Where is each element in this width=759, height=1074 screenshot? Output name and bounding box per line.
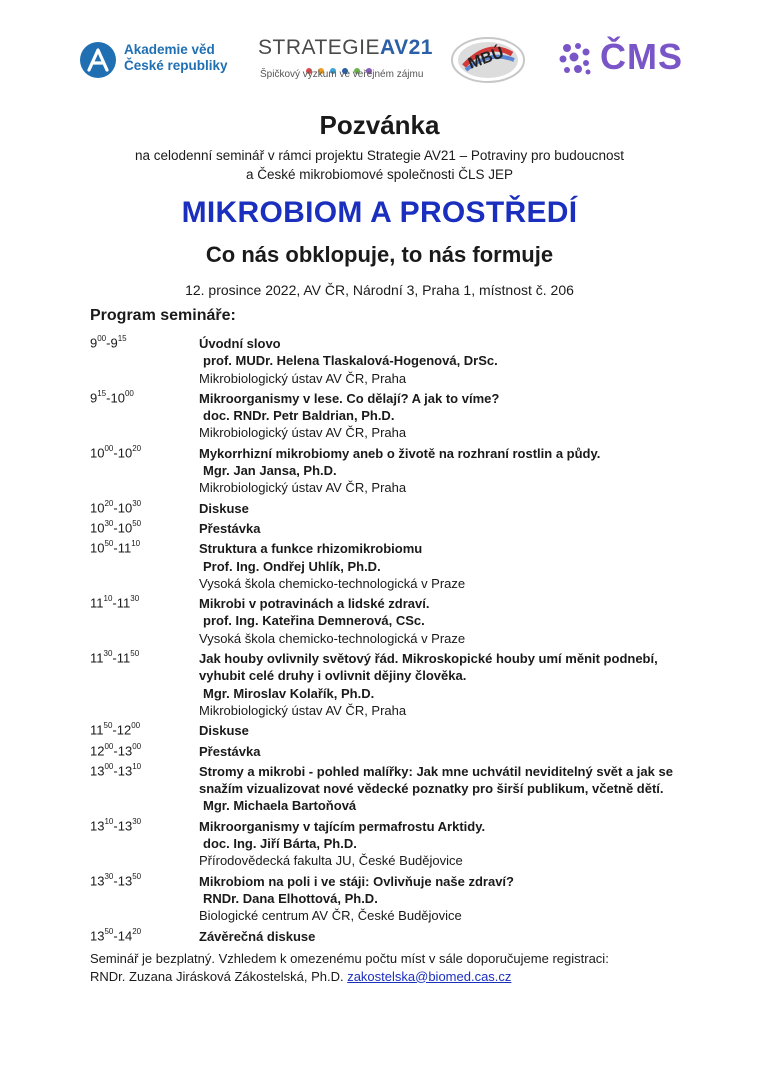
time-end-hour: 10 — [117, 445, 133, 461]
time-start-minute: 30 — [104, 518, 114, 528]
time-start-hour: 11 — [90, 650, 104, 666]
time-end-minute: 00 — [124, 388, 134, 398]
page-title: Pozvánka — [319, 110, 440, 140]
program-schedule — [90, 335, 690, 945]
akademie-ved-logo — [80, 38, 230, 82]
strategie-tagline: Špičkový výzkum ve veřejném zájmu — [260, 69, 424, 80]
schedule-line — [199, 335, 690, 352]
registration-note: Seminář je bezplatný. Vzhledem k omezenému počtu míst v sále doporučujeme registraci: — [90, 951, 609, 966]
time-end-minute: 50 — [132, 518, 142, 528]
schedule-row — [90, 873, 690, 925]
schedule-line — [199, 763, 690, 780]
schedule-row — [90, 390, 690, 442]
schedule-time: $10^{20}-10^{30}$ — [90, 498, 142, 515]
schedule-time: $10^{30}-10^{50}$ — [90, 518, 142, 536]
time-start-hour: 13 — [90, 927, 105, 943]
mbu-logo — [450, 36, 526, 84]
speaker-affiliation: Vysoká škola chemicko-technologická v Praze — [199, 575, 466, 591]
talk-title: Jak houby ovlivnily světový řád. Mikroskopické houby umí měnit podnebí, — [199, 651, 658, 667]
schedule-time: $9^{00}-9^{15}$ — [90, 334, 127, 351]
talk-title: Diskuse — [199, 723, 249, 739]
intro-line-2: a České mikrobiomové společnosti ČLS JEP — [245, 167, 514, 182]
cms-logo-text: ČMS — [600, 36, 683, 77]
schedule-row — [90, 818, 690, 870]
akademie-ved-emblem-icon — [80, 42, 116, 78]
time-start-hour: 13 — [90, 763, 105, 779]
time-start-hour: 13 — [90, 818, 105, 834]
time-end-minute: 30 — [130, 594, 140, 604]
speaker-name: prof. MUDr. Helena Tlaskalová-Hogenová, DrSc. — [203, 353, 498, 369]
schedule-row — [90, 722, 690, 739]
time-start-hour: 10 — [90, 520, 105, 536]
speaker-name: RNDr. Dana Elhottová, Ph.D. — [203, 890, 378, 906]
talk-title: Mykorrhizní mikrobiomy aneb o životě na rozhraní rostlin a půdy. — [199, 445, 601, 461]
schedule-line — [199, 370, 690, 387]
seminar-subheadline: Co nás obklopuje, to nás formuje — [205, 242, 554, 267]
schedule-details — [199, 743, 690, 760]
schedule-details — [199, 650, 690, 719]
time-start-hour: 11 — [90, 595, 104, 611]
schedule-line — [199, 907, 690, 924]
speaker-name: Prof. Ing. Ondřej Uhlík, Ph.D. — [203, 558, 381, 574]
time-start-minute: 00 — [104, 761, 114, 771]
schedule-row — [90, 743, 690, 760]
schedule-line — [199, 390, 690, 407]
schedule-row — [90, 540, 690, 592]
speaker-affiliation: Mikrobiologický ústav AV ČR, Praha — [199, 370, 407, 386]
time-start-minute: 00 — [104, 443, 114, 453]
schedule-line — [199, 835, 690, 852]
time-end-hour: 11 — [116, 595, 131, 611]
akademie-ved-line1: Akademie věd — [124, 42, 215, 57]
talk-title: Struktura a funkce rhizomikrobiomu — [199, 541, 423, 557]
schedule-row — [90, 650, 690, 719]
schedule-time: $13^{00}-13^{10}$ — [90, 761, 142, 779]
time-end-minute: 30 — [132, 816, 142, 826]
schedule-time: $13^{30}-13^{50}$ — [90, 871, 142, 888]
schedule-details — [199, 818, 690, 870]
schedule-time: $11^{10}-11^{30}$ — [90, 594, 140, 611]
time-end-minute: 50 — [132, 871, 142, 881]
schedule-time: $12^{00}-13^{00}$ — [90, 741, 142, 758]
time-end-hour: 13 — [117, 872, 133, 888]
strategie-suffix: AV21 — [379, 36, 433, 59]
time-end-hour: 13 — [117, 742, 133, 758]
schedule-line — [199, 780, 690, 797]
schedule-line — [199, 500, 690, 517]
schedule-line — [199, 722, 690, 739]
schedule-details — [199, 520, 690, 537]
time-start-minute: 20 — [104, 498, 114, 508]
time-end-hour: 10 — [117, 500, 133, 515]
speaker-affiliation: Vysoká škola chemicko-technologická v Praze — [199, 630, 466, 646]
talk-title: Mikroorganismy v lese. Co dělají? A jak to víme? — [199, 390, 500, 406]
talk-title: Mikrobi v potravinách a lidské zdraví. — [199, 596, 430, 612]
schedule-line — [199, 818, 690, 835]
mbu-logo-text: MBÚ — [466, 44, 507, 73]
schedule-details — [199, 335, 690, 387]
time-start-minute: 00 — [97, 334, 107, 343]
time-start-minute: 50 — [104, 926, 114, 936]
schedule-row — [90, 335, 690, 387]
seminar-headline: MIKROBIOM A PROSTŘEDÍ — [181, 196, 578, 229]
schedule-details — [199, 540, 690, 592]
talk-title: Úvodní slovo — [199, 336, 281, 351]
contact-name: RNDr. Zuzana Jirásková Zákostelská, Ph.D. — [90, 968, 348, 984]
time-end-minute: 30 — [132, 498, 142, 508]
speaker-name: doc. Ing. Jiří Bárta, Ph.D. — [203, 836, 357, 852]
intro-line-1: na celodenní seminář v rámci projektu Strategie AV21 – Potraviny pro budoucnost — [134, 148, 625, 163]
speaker-affiliation: Mikrobiologický ústav AV ČR, Praha — [199, 425, 407, 441]
time-end-hour: 10 — [110, 390, 125, 406]
time-end-hour: 12 — [116, 722, 132, 738]
schedule-line — [199, 445, 690, 462]
schedule-line — [199, 852, 690, 869]
schedule-details — [199, 928, 690, 945]
schedule-line — [199, 873, 690, 890]
talk-title: Přestávka — [199, 743, 261, 759]
schedule-row — [90, 763, 690, 815]
time-start-minute: 10 — [103, 594, 113, 604]
schedule-line — [199, 702, 690, 719]
schedule-line — [199, 797, 690, 814]
schedule-line — [199, 462, 690, 479]
schedule-line — [199, 667, 690, 684]
schedule-line — [199, 685, 690, 702]
time-end-hour: 13 — [117, 818, 133, 834]
time-start-hour: 9 — [90, 335, 98, 351]
schedule-row — [90, 928, 690, 945]
schedule-line — [199, 630, 690, 647]
time-start-hour: 9 — [90, 390, 98, 406]
schedule-time: $10^{00}-10^{20}$ — [90, 443, 142, 461]
speaker-affiliation: Přírodovědecká fakulta JU, České Budějovice — [199, 853, 463, 869]
talk-title: Mikroorganismy v tajícím permafrostu Arktidy. — [199, 818, 486, 834]
schedule-details — [199, 445, 690, 497]
schedule-line — [199, 479, 690, 496]
schedule-row — [90, 445, 690, 497]
schedule-line — [199, 407, 690, 424]
speaker-affiliation: Biologické centrum AV ČR, České Budějovice — [199, 908, 462, 924]
schedule-row — [90, 500, 690, 517]
registration-footer — [90, 950, 609, 985]
schedule-details — [199, 500, 690, 517]
time-end-minute: 50 — [130, 649, 140, 659]
time-end-minute: 10 — [131, 539, 141, 549]
time-end-hour: 14 — [117, 927, 133, 943]
time-end-hour: 11 — [116, 650, 131, 666]
schedule-details — [199, 873, 690, 925]
talk-title: Stromy a mikrobi - pohled malířky: Jak mne uchvátil neviditelný svět a jak se — [199, 763, 673, 779]
time-start-minute: 30 — [104, 871, 114, 881]
schedule-details — [199, 390, 690, 442]
schedule-line — [199, 743, 690, 760]
date-location: 12. prosince 2022, AV ČR, Národní 3, Praha 1, místnost č. 206 — [185, 282, 574, 298]
time-end-hour: 11 — [117, 540, 132, 556]
schedule-line — [199, 612, 690, 629]
logos-header — [80, 36, 690, 86]
time-end-minute: 20 — [132, 926, 142, 936]
schedule-line — [199, 650, 690, 667]
time-end-minute: 00 — [131, 721, 141, 731]
cms-molecule-icon — [558, 42, 592, 76]
time-end-hour: 13 — [117, 763, 133, 779]
talk-title: Přestávka — [199, 520, 261, 536]
schedule-time: $10^{50}-11^{10}$ — [90, 539, 141, 556]
schedule-line — [199, 540, 690, 557]
speaker-affiliation: Mikrobiologický ústav AV ČR, Praha — [199, 702, 407, 718]
speaker-name: Mgr. Michaela Bartoňová — [203, 798, 357, 814]
talk-title: Závěrečná diskuse — [199, 928, 316, 944]
schedule-line — [199, 928, 690, 945]
schedule-details — [199, 595, 690, 647]
schedule-line — [199, 520, 690, 537]
schedule-line — [199, 424, 690, 441]
time-start-minute: 10 — [104, 816, 114, 826]
schedule-time: $13^{10}-13^{30}$ — [90, 816, 142, 834]
speaker-name: Mgr. Miroslav Kolařík, Ph.D. — [203, 685, 375, 701]
time-end-hour: 9 — [110, 335, 118, 351]
speaker-name: Mgr. Jan Jansa, Ph.D. — [203, 463, 337, 479]
schedule-time: $9^{15}-10^{00}$ — [90, 388, 134, 406]
schedule-line — [199, 575, 690, 592]
schedule-line — [199, 595, 690, 612]
schedule-time: $11^{30}-11^{50}$ — [90, 649, 140, 666]
speaker-name: doc. RNDr. Petr Baldrian, Ph.D. — [203, 408, 395, 424]
talk-title: Mikrobiom na poli i ve stáji: Ovlivňuje naše zdraví? — [199, 873, 514, 889]
program-title: Program semináře: — [90, 307, 236, 324]
schedule-line — [199, 558, 690, 575]
time-start-minute: 30 — [103, 649, 113, 659]
schedule-row — [90, 520, 690, 537]
strategie-prefix: STRATEGIE — [258, 36, 380, 59]
time-start-hour: 10 — [90, 445, 105, 461]
time-end-minute: 20 — [132, 443, 142, 453]
schedule-details — [199, 763, 690, 815]
schedule-line — [199, 352, 690, 369]
time-start-minute: 15 — [97, 388, 107, 398]
speaker-name: vyhubit celé druhy i ovlivnit dějiny člověka. — [199, 668, 467, 684]
time-start-hour: 13 — [90, 872, 105, 888]
schedule-time: $11^{50}-12^{00}$ — [90, 721, 141, 738]
strategie-av21-logo — [258, 36, 438, 84]
akademie-ved-line2: České republiky — [124, 58, 228, 73]
time-end-minute: 10 — [132, 761, 142, 771]
time-start-hour: 10 — [90, 500, 105, 515]
schedule-time: $13^{50}-14^{20}$ — [90, 926, 142, 943]
time-start-minute: 50 — [103, 721, 113, 731]
schedule-row — [90, 595, 690, 647]
time-start-hour: 11 — [90, 722, 104, 738]
time-start-hour: 12 — [90, 742, 105, 758]
schedule-details — [199, 722, 690, 739]
contact-email-link[interactable]: zakostelska@biomed.cas.cz — [347, 968, 512, 984]
speaker-affiliation: Mikrobiologický ústav AV ČR, Praha — [199, 480, 407, 496]
strategie-dots-icon — [306, 61, 378, 67]
time-end-minute: 15 — [117, 334, 127, 343]
schedule-line — [199, 890, 690, 907]
time-start-hour: 10 — [90, 540, 105, 556]
speaker-name: snažím vizualizovat nové vědecké poznatky pro širší publikum, včetně dětí. — [199, 781, 664, 797]
time-start-minute: 50 — [104, 539, 114, 549]
time-end-minute: 00 — [132, 741, 142, 751]
time-start-minute: 00 — [104, 741, 114, 751]
speaker-name: prof. Ing. Kateřina Demnerová, CSc. — [203, 613, 425, 629]
cms-logo — [558, 36, 698, 82]
time-end-hour: 10 — [117, 520, 133, 536]
talk-title: Diskuse — [199, 500, 249, 516]
